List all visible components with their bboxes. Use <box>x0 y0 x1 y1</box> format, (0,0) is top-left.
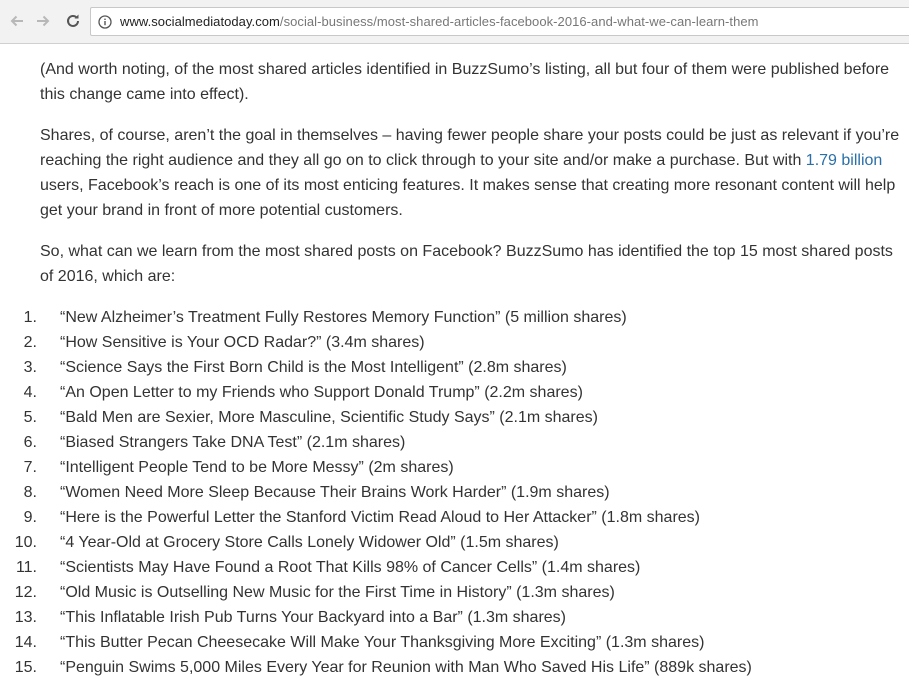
info-icon[interactable] <box>98 15 112 29</box>
list-item-text: “An Open Letter to my Friends who Support Donald Trump” (2.2m shares) <box>60 384 583 401</box>
list-item-text: “Intelligent People Tend to be More Messy” (2m shares) <box>60 459 454 476</box>
paragraph-shares-goal <box>40 123 904 223</box>
list-item-text: “Women Need More Sleep Because Their Brains Work Harder” (1.9m shares) <box>60 484 610 501</box>
address-bar[interactable] <box>90 7 909 36</box>
list-item-text: “Penguin Swims 5,000 Miles Every Year for Reunion with Man Who Saved His Life” (889k shares) <box>60 659 752 676</box>
url-path: /social-business/most-shared-articles-facebook-2016-and-what-we-can-learn-them <box>279 14 759 29</box>
paragraph-text-after-link: users, Facebook’s reach is one of its most enticing features. It makes sense that creating more resonant content will help get your brand in front of more potential customers. <box>40 177 896 219</box>
list-item <box>15 555 904 580</box>
paragraph-text-before-link: Shares, of course, aren’t the goal in themselves – having fewer people share your posts could be just as relevant if you’re reaching the right audience and they all go on to click through to your site and/or make a purchase. But with <box>40 127 900 169</box>
list-item <box>14 580 904 605</box>
list-item <box>23 405 904 430</box>
list-item <box>23 355 904 380</box>
list-number: 9. <box>23 509 37 526</box>
list-item <box>23 480 904 505</box>
list-number: 15. <box>14 659 37 676</box>
most-shared-list <box>14 305 904 680</box>
list-item <box>14 605 904 630</box>
list-item <box>23 380 904 405</box>
list-number: 1. <box>23 309 37 326</box>
list-number: 5. <box>23 409 37 426</box>
list-number: 12. <box>14 584 37 601</box>
list-item-text: “4 Year-Old at Grocery Store Calls Lonely Widower Old” (1.5m shares) <box>60 534 559 551</box>
list-number: 6. <box>23 434 37 451</box>
url-text[interactable] <box>120 14 759 29</box>
reload-icon <box>65 13 81 29</box>
list-item-text: “Biased Strangers Take DNA Test” (2.1m shares) <box>60 434 406 451</box>
paragraph-change-note: (And worth noting, of the most shared articles identified in BuzzSumo’s listing, all but four of them were published before this change came into effect). <box>40 61 890 103</box>
list-number: 3. <box>23 359 37 376</box>
list-item <box>23 430 904 455</box>
browser-toolbar <box>0 0 909 44</box>
article-body <box>14 57 904 680</box>
list-number: 13. <box>14 609 37 626</box>
list-item <box>23 505 904 530</box>
url-host: www.socialmediatoday.com <box>120 14 280 29</box>
list-item-text: “Science Says the First Born Child is the Most Intelligent” (2.8m shares) <box>60 359 567 376</box>
list-number: 2. <box>23 334 37 351</box>
list-item <box>14 530 904 555</box>
list-number: 7. <box>23 459 37 476</box>
facebook-users-link[interactable]: 1.79 billion <box>805 152 883 169</box>
list-item-text: “This Inflatable Irish Pub Turns Your Backyard into a Bar” (1.3m shares) <box>60 609 567 626</box>
list-number: 10. <box>14 534 37 551</box>
list-item-text: “Here is the Powerful Letter the Stanford Victim Read Aloud to Her Attacker” (1.8m shares) <box>60 509 700 526</box>
list-item <box>23 330 904 355</box>
list-item-text: “Old Music is Outselling New Music for the First Time in History” (1.3m shares) <box>60 584 615 601</box>
reload-button[interactable] <box>62 10 84 32</box>
list-item-text: “Bald Men are Sexier, More Masculine, Scientific Study Says” (2.1m shares) <box>60 409 598 426</box>
forward-button[interactable] <box>32 10 54 32</box>
forward-arrow-icon <box>35 13 51 29</box>
list-item-text: “This Butter Pecan Cheesecake Will Make Your Thanksgiving More Exciting” (1.3m shares) <box>60 634 705 651</box>
list-item <box>14 630 904 655</box>
list-number: 4. <box>23 384 37 401</box>
paragraph-buzzsumo-intro: So, what can we learn from the most shared posts on Facebook? BuzzSumo has identified the top 15 most shared posts of 2016, which are: <box>40 243 893 285</box>
list-item-text: “Scientists May Have Found a Root That Kills 98% of Cancer Cells” (1.4m shares) <box>60 559 641 576</box>
list-number: 8. <box>23 484 37 501</box>
list-number: 14. <box>14 634 37 651</box>
back-button[interactable] <box>6 10 28 32</box>
list-number: 11. <box>15 559 37 576</box>
list-item <box>23 455 904 480</box>
list-item-text: “New Alzheimer’s Treatment Fully Restores Memory Function” (5 million shares) <box>60 309 627 326</box>
list-item <box>14 655 904 680</box>
list-item <box>23 305 904 330</box>
back-arrow-icon <box>9 13 25 29</box>
list-item-text: “How Sensitive is Your OCD Radar?” (3.4m shares) <box>60 334 425 351</box>
